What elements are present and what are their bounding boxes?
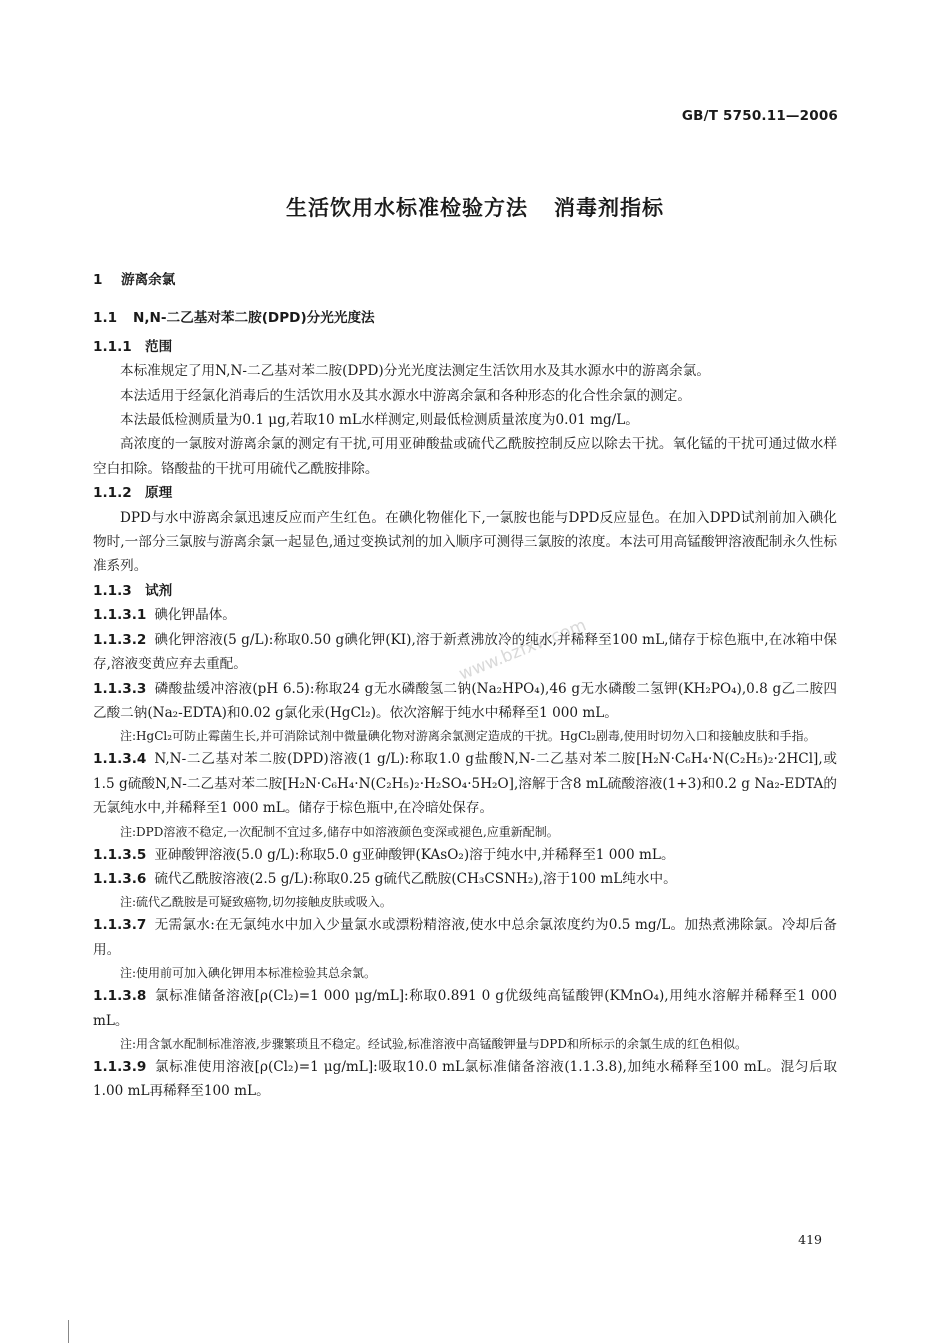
standard-code: GB/T 5750.11—2006	[681, 108, 838, 124]
page-number: 419	[798, 1232, 822, 1247]
section-1-1-heading	[93, 306, 837, 330]
note: 注:硫代乙酰胺是可疑致癌物,切勿接触皮肤或吸入。	[120, 895, 392, 910]
reagent-item	[93, 913, 837, 962]
item-number: 1.1.3.9	[93, 1058, 147, 1075]
section-label: 范围	[145, 338, 173, 355]
section-label: N,N-二乙基对苯二胺(DPD)分光光度法	[133, 310, 375, 327]
title-main: 生活饮用水标准检验方法	[286, 196, 528, 220]
paragraph: 高浓度的一氯胺对游离余氯的测定有干扰,可用亚砷酸盐或硫代乙酰胺控制反应以除去干扰。氧化锰的干扰可通过做水样空白扣除。铬酸盐的干扰可用硫代乙酰胺排除。	[93, 436, 837, 477]
section-1-heading	[93, 268, 837, 292]
item-number: 1.1.3.3	[93, 680, 147, 697]
paragraph: 本标准规定了用N,N-二乙基对苯二胺(DPD)分光光度法测定生活饮用水及其水源水中的游离余氯。	[120, 363, 710, 380]
reagent-item	[93, 867, 837, 891]
item-text: N,N-二乙基对苯二胺(DPD)溶液(1 g/L):称取1.0 g盐酸N,N-二乙基对苯二胺[H₂N·C₆H₄·N(C₂H₅)₂·2HCl],或1.5 g硫酸N,N-二乙基对苯二胺[H₂N·C₆H₄·N(C₂H₅)₂·H₂SO₄·5H₂O],溶解于含8 mL硫酸溶液(1+3)和0.2 g Na₂-EDTA的无氯纯水中,并稀释至1 000 mL。储存于棕色瓶中,在冷暗处保存。	[93, 751, 837, 817]
item-text: 氯标准储备溶液[ρ(Cl₂)=1 000 μg/mL]:称取0.891 0 g优级纯高锰酸钾(KMnO₄),用纯水溶解并稀释至1 000 mL。	[93, 988, 837, 1029]
reagent-item	[93, 677, 837, 726]
item-number: 1.1.3.7	[93, 917, 147, 934]
reagent-item	[93, 747, 837, 820]
item-text: 磷酸盐缓冲溶液(pH 6.5):称取24 g无水磷酸氢二钠(Na₂HPO₄),46 g无水磷酸二氢钾(KH₂PO₄),0.8 g乙二胺四乙酸二钠(Na₂-EDTA)和0.02 g氯化汞(HgCl₂)。依次溶解于纯水中稀释至1 000 mL。	[93, 680, 837, 721]
item-number: 1.1.3.1	[93, 607, 147, 624]
watermark: www.bzfxw.com	[456, 615, 590, 685]
item-number: 1.1.3.8	[93, 988, 147, 1005]
item-text: 碘化钾溶液(5 g/L):称取0.50 g碘化钾(KI),溶于新煮沸放冷的纯水,并稀释至100 mL,储存于棕色瓶中,在冰箱中保存,溶液变黄应弃去重配。	[93, 631, 837, 673]
item-text: 无需氯水:在无氯纯水中加入少量氯水或漂粉精溶液,使水中总余氯浓度约为0.5 mg/L。加热煮沸除氯。冷却后备用。	[93, 917, 837, 958]
note: 注:使用前可加入碘化钾用本标准检验其总余氯。	[120, 966, 377, 981]
item-text: 亚砷酸钾溶液(5.0 g/L):称取5.0 g亚砷酸钾(KAsO₂)溶于纯水中,并稀释至1 000 mL。	[154, 846, 675, 863]
section-number: 1.1	[93, 310, 118, 327]
section-1-1-1-heading	[93, 335, 837, 359]
section-label: 游离余氯	[121, 272, 176, 288]
reagent-item	[93, 628, 837, 677]
note: 注:HgCl₂可防止霉菌生长,并可消除试剂中微量碘化物对游离余氯测定造成的干扰。HgCl₂剧毒,使用时切勿入口和接触皮肤和手指。	[120, 729, 816, 744]
item-text: 碘化钾晶体。	[154, 607, 236, 624]
item-number: 1.1.3.4	[93, 751, 147, 768]
note: 注:DPD溶液不稳定,一次配制不宜过多,储存中如溶液颜色变深或褪色,应重新配制。	[120, 824, 559, 839]
scan-edge-line	[68, 1320, 69, 1343]
section-label: 试剂	[145, 582, 173, 599]
paragraph: 本法最低检测质量为0.1 μg,若取10 mL水样测定,则最低检测质量浓度为0.01 mg/L。	[120, 412, 639, 429]
section-label: 原理	[145, 485, 173, 502]
item-text: 硫代乙酰胺溶液(2.5 g/L):称取0.25 g硫代乙酰胺(CH₃CSNH₂),溶于100 mL纯水中。	[154, 870, 677, 887]
document-body	[93, 268, 837, 1104]
reagent-item	[93, 603, 837, 627]
section-number: 1.1.1	[93, 338, 132, 355]
title-sub: 消毒剂指标	[554, 196, 664, 220]
document-title	[0, 192, 950, 222]
item-number: 1.1.3.6	[93, 870, 147, 887]
paragraph: DPD与水中游离余氯迅速反应而产生红色。在碘化物催化下,一氯胺也能与DPD反应显色。在加入DPD试剂前加入碘化物时,一部分三氯胺与游离余氯一起显色,通过变换试剂的加入顺序可测得三氯胺的浓度。本法可用高锰酸钾溶液配制永久性标准系列。	[93, 509, 837, 575]
section-number: 1.1.3	[93, 582, 132, 599]
item-text: 氯标准使用溶液[ρ(Cl₂)=1 μg/mL]:吸取10.0 mL氯标准储备溶液(1.1.3.8),加纯水稀释至100 mL。混匀后取1.00 mL再稀释至100 mL。	[93, 1058, 837, 1100]
paragraph: 本法适用于经氯化消毒后的生活饮用水及其水源水中游离余氯和各种形态的化合性余氯的测定。	[120, 387, 691, 404]
item-number: 1.1.3.5	[93, 846, 147, 863]
section-1-1-2-heading	[93, 481, 837, 505]
reagent-item	[93, 843, 837, 867]
section-1-1-3-heading	[93, 579, 837, 603]
reagent-item	[93, 1055, 837, 1104]
reagent-item	[93, 984, 837, 1033]
section-number: 1.1.2	[93, 485, 132, 502]
section-number: 1	[93, 272, 103, 288]
note: 注:用含氯水配制标准溶液,步骤繁琐且不稳定。经试验,标准溶液中高锰酸钾量与DPD和所标示的余氯生成的红色相似。	[120, 1036, 747, 1051]
item-number: 1.1.3.2	[93, 631, 147, 648]
